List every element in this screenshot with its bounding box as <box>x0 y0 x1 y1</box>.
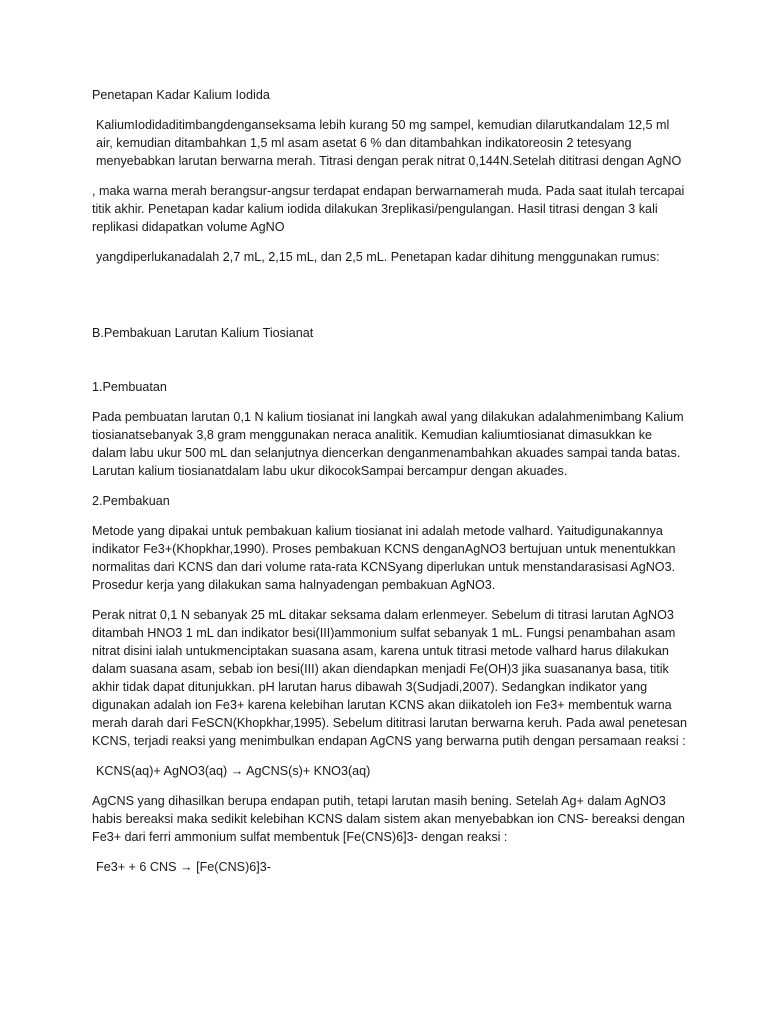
paragraph-7: AgCNS yang dihasilkan berupa endapan putih, tetapi larutan masih bening. Setelah Ag+ dalam AgNO3 habis bereaksi maka sedikit kelebihan KCNS dalam sistem akan menyebabkan ion CNS- bereaksi dengan Fe3+ dari ferri ammonium sulfat membentuk [Fe(CNS)6]3- dengan reaksi : <box>92 794 685 844</box>
paragraph-2: , maka warna merah berangsur-angsur terdapat endapan berwarnamerah muda. Pada saat itulah tercapai titik akhir. Penetapan kadar kalium iodida dilakukan 3replikasi/pengulangan. Hasil titrasi dengan 3 kali replikasi didapatkan volume AgNO <box>92 184 685 234</box>
paragraph-1: KaliumIodidaditimbangdenganseksama lebih kurang 50 mg sampel, kemudian dilarutkandalam 12,5 ml air, kemudian ditambahkan 1,5 ml asam asetat 6 % dan ditambahkan indikatoreosin 2 tetesyang menyebabkan larutan berwarna merah. Titrasi dengan perak nitrat 0,144N.Setelah dititrasi dengan AgNO <box>96 118 682 168</box>
paragraph-3: yangdiperlukanadalah 2,7 mL, 2,15 mL, dan 2,5 mL. Penetapan kadar dihitung menggunakan rumus: <box>96 250 660 264</box>
subheading-pembuatan: 1.Pembuatan <box>92 380 167 394</box>
paragraph-6: Perak nitrat 0,1 N sebanyak 25 mL ditakar seksama dalam erlenmeyer. Sebelum di titrasi larutan AgNO3 ditambah HNO3 1 mL dan indikator besi(III)ammonium sulfat sebanyak 1 mL. Fungsi penambahan asam nitrat disini ialah untukmenciptakan suasana asam, karena untuk titrasi metode valhard harus dilakukan dalam suasana asam, sebab ion besi(III) akan diendapkan menjadi Fe(OH)3 jika suasananya basa, titik akhir tidak dapat ditunjukkan. pH larutan harus dibawah 3(Sudjadi,2007). Sedangkan indikator yang digunakan adalah ion Fe3+ karena kelebihan larutan KCNS akan diikatoleh ion Fe3+ membentuk warna merah darah dari FeSCN(Khopkhar,1995). Sebelum dititrasi larutan berwarna keruh. Pada awal penetesan KCNS, terjadi reaksi yang menimbulkan endapan AgCNS yang berwarna putih dengan persamaan reaksi : <box>92 608 688 748</box>
equation-1: KCNS(aq)+ AgNO3(aq) → AgCNS(s)+ KNO3(aq) <box>96 764 371 778</box>
paragraph-4: Pada pembuatan larutan 0,1 N kalium tiosianat ini langkah awal yang dilakukan adalahmenimbang Kalium tiosianatsebanyak 3,8 gram menggunakan neraca analitik. Kemudian kaliumtiosianat dimasukkan ke dalam labu ukur 500 mL dan selanjutnya diencerkan denganmenambahkan akuades sampai tanda batas. Larutan kalium tiosianatdalam labu ukur dikocokSampai bercampur dengan akuades. <box>92 410 684 478</box>
equation-2: Fe3+ + 6 CNS → [Fe(CNS)6]3- <box>96 860 271 874</box>
paragraph-5: Metode yang dipakai untuk pembakuan kalium tiosianat ini adalah metode valhard. Yaitudigunakannya indikator Fe3+(Khopkhar,1990). Proses pembakuan KCNS denganAgNO3 bertujuan untuk menentukkan normalitas dari KCNS dan dari volume rata-rata KCNSyang diperlukan untuk menstandarasisasi AgNO3. Prosedur kerja yang dilakukan sama halnyadengan pembakuan AgNO3. <box>92 524 676 592</box>
subheading-pembakuan: 2.Pembakuan <box>92 494 170 508</box>
heading-pembakuan: B.Pembakuan Larutan Kalium Tiosianat <box>92 326 314 340</box>
heading-penetapan: Penetapan Kadar Kalium Iodida <box>92 88 270 102</box>
